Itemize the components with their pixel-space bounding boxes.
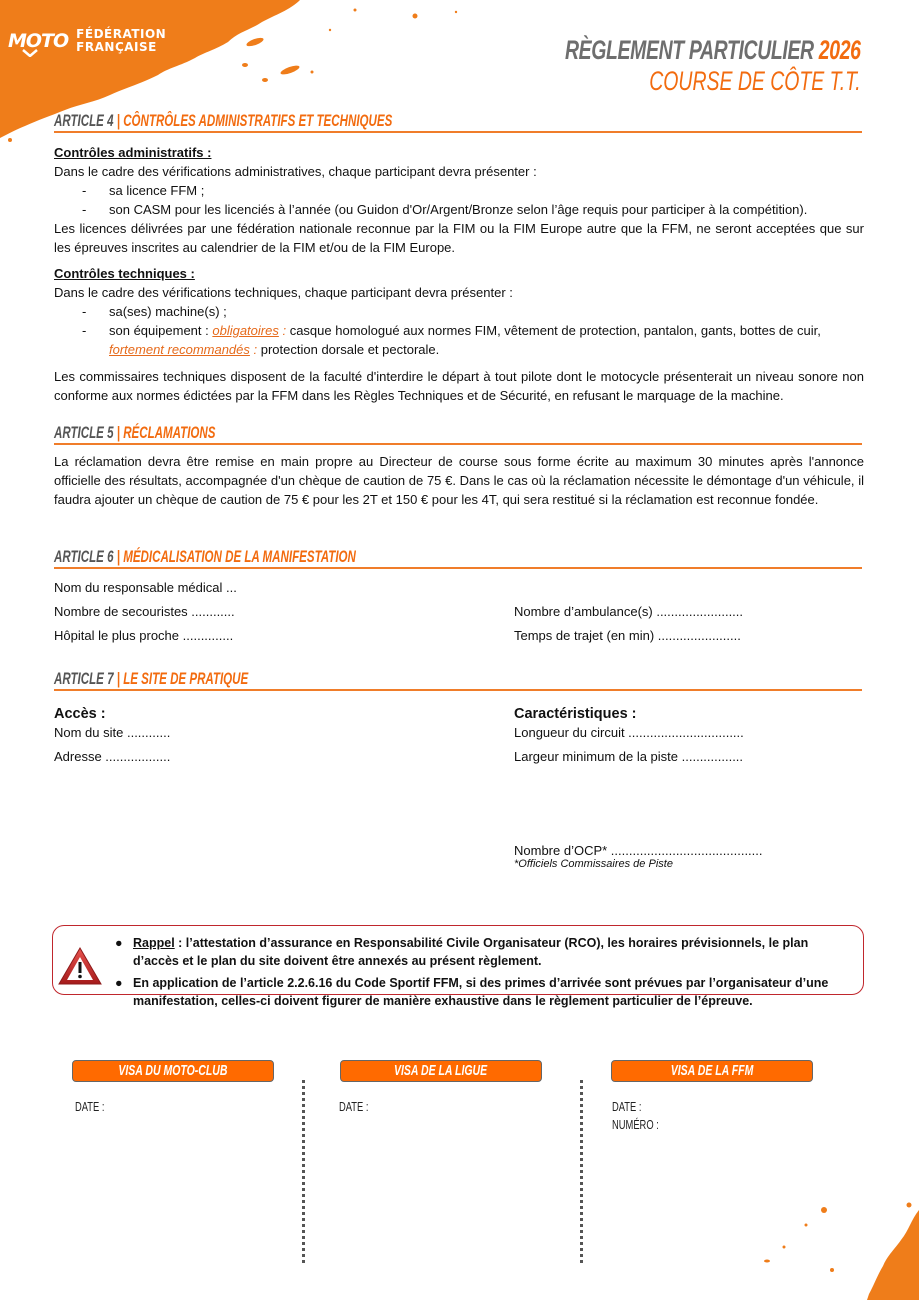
article-5-text: La réclamation devra être remise en main propre au Directeur de course sous forme écrite au maximum 30 minutes après l'annonce officielle des résultats, accompagnée d'un chèque de caution de 75 €. Dans le cas où la réclamation nécessite le démontage d'un véhicule, il faudra ajouter un chèque de caution de 75 € pour les 2T et 150 € pour les 4T, qui sera restitué si la réclamation est reconnue fondée.: [54, 454, 864, 507]
chevron-down-icon: [22, 49, 38, 57]
mandatory-text: casque homologué aux normes FIM, vêtement de protection, pantalon, gants, bottes de cuir,: [289, 323, 821, 338]
access-heading: Accès :: [54, 706, 106, 722]
article-4-admin: [54, 143, 864, 257]
admin-controls-heading: Contrôles administratifs :: [54, 145, 212, 160]
list-item-text: sa licence FFM ;: [109, 183, 205, 198]
recommended-text: protection dorsale et pectorale.: [260, 342, 440, 357]
visa-label-text: VISA DE LA FFM: [670, 1062, 754, 1079]
article-title: | RÉCLAMATIONS: [116, 423, 216, 442]
article-title: | LE SITE DE PRATIQUE: [116, 669, 249, 688]
logo-brand-text: MOTO: [8, 30, 69, 52]
warning-triangle-icon: [57, 946, 103, 986]
admin-note: Les licences délivrées par une fédération nationale reconnue par la FIM ou la FIM Europe autre que la FFM, ne seront acceptées que sur les épreuves inscrites au calendrier de la FIM et/ou de la FIM Europe.: [54, 221, 864, 255]
article-7-heading: [54, 669, 862, 691]
visa-label-text: VISA DU MOTO-CLUB: [118, 1062, 228, 1079]
ocp-note: *Officiels Commissaires de Piste: [514, 858, 673, 870]
warning-box: [52, 925, 864, 1008]
title-year: 2026: [819, 35, 861, 65]
title-line1: RÈGLEMENT PARTICULIER: [565, 35, 815, 65]
article-title: | CÔNTRÔLES ADMINISTRATIFS ET TECHNIQUES: [116, 111, 393, 130]
list-item: - sa(ses) machine(s) ;: [54, 302, 864, 321]
article-5-heading: [54, 423, 862, 445]
prize-rule-text: En application de l’article 2.2.6.16 du Code Sportif FFM, si des primes d’arrivée sont prévues par l’organisateur d’une manifestation, celles-ci doivent figurer de manière exhaustive dans le règlement particulier de l’épreuve.: [133, 976, 829, 1008]
ffm-logo: [8, 28, 166, 54]
visa-ligue-date: DATE :: [339, 1099, 369, 1114]
article-4-heading: [54, 111, 862, 133]
logo-federation-text: [76, 28, 166, 54]
title-line2: COURSE DE CÔTE T.T.: [649, 66, 861, 96]
ocp-count-field: Nombre d’OCP* ..........................................: [514, 843, 763, 858]
visa-moto-club-date: DATE :: [75, 1099, 105, 1114]
colon: :: [278, 323, 290, 338]
visa-ffm-label: [611, 1060, 813, 1082]
orange-splash-decoration-bottom: [759, 1190, 919, 1300]
visa-ffm-number: NUMÉRO :: [612, 1117, 659, 1132]
logo-line1: FÉDÉRATION: [76, 27, 167, 41]
article-number: ARTICLE 6: [54, 547, 114, 566]
article-number: ARTICLE 4: [54, 111, 114, 130]
mandatory-label: obligatoires: [212, 323, 279, 338]
rappel-text: : l’attestation d’assurance en Responsabilité Civile Organisateur (RCO), les horaires prévisionnels, le plan d’accès et le plan du site doivent être annexés au présent règlement.: [133, 936, 809, 968]
document-title: [565, 35, 861, 97]
equipment-prefix: son équipement :: [109, 323, 213, 338]
tech-note: Les commissaires techniques disposent de la faculté d'interdire le départ à tout pilote dont le motocycle présenterait un niveau sonore non conforme aux normes édictées par la FFM dans les Règles Techniques et de Sécurité, en refusant le marquage de la machine.: [54, 369, 864, 403]
characteristics-heading: Caractéristiques :: [514, 706, 637, 722]
article-4-tech: [54, 264, 864, 405]
article-number: ARTICLE 7: [54, 669, 114, 688]
list-item: - son CASM pour les licenciés à l’année (ou Guidon d'Or/Argent/Bronze selon l’âge requis pour participer à la compétition).: [54, 200, 864, 219]
dotted-separator: [302, 1080, 305, 1263]
list-item-text: son équipement : obligatoires : casque homologué aux normes FIM, vêtement de protection, pantalon, gants, bottes de cuir, fortement recommandés : protection dorsale et pectorale.: [109, 323, 821, 357]
logo-line2: FRANÇAISE: [76, 40, 157, 54]
address-field: Adresse ..................: [54, 749, 171, 764]
ambulances-field: Nombre d’ambulance(s) ........................: [514, 604, 744, 619]
warning-list: [113, 934, 851, 1014]
circuit-length-field: Longueur du circuit ................................: [514, 725, 744, 740]
article-6-heading: [54, 547, 862, 569]
list-item-text: son CASM pour les licenciés à l’année (ou Guidon d'Or/Argent/Bronze selon l’âge requis pour participer à la compétition).: [109, 202, 808, 217]
list-item-text: sa(ses) machine(s) ;: [109, 304, 227, 319]
visa-moto-club-label: [72, 1060, 274, 1082]
visa-ligue-label: [340, 1060, 542, 1082]
admin-intro: Dans le cadre des vérifications administratives, chaque participant devra présenter :: [54, 164, 537, 179]
site-name-field: Nom du site ............: [54, 725, 171, 740]
logo-moto-wordmark: [8, 30, 68, 52]
medical-lead-field: Nom du responsable médical ...: [54, 580, 237, 595]
min-width-field: Largeur minimum de la piste .................: [514, 749, 744, 764]
hospital-field: Hôpital le plus proche ..............: [54, 628, 234, 643]
rappel-label: Rappel: [133, 936, 175, 950]
list-item: - sa licence FFM ;: [54, 181, 864, 200]
recommended-label: fortement recommandés: [109, 342, 250, 357]
travel-time-field: Temps de trajet (en min) .......................: [514, 628, 741, 643]
list-item: - son équipement : obligatoires : casque homologué aux normes FIM, vêtement de protection, pantalon, gants, bottes de cuir, fortement recommandés : protection dorsale et pectorale.: [54, 321, 864, 359]
article-title: | MÉDICALISATION DE LA MANIFESTATION: [116, 547, 356, 566]
warning-item: ● En application de l’article 2.2.6.16 du Code Sportif FFM, si des primes d’arrivée sont prévues par l’organisateur d’une manifestation, celles-ci doivent figurer de manière exhaustive dans le règlement particulier de l’épreuve.: [115, 976, 829, 1008]
visa-ffm-date: DATE :: [612, 1099, 642, 1114]
tech-controls-heading: Contrôles techniques :: [54, 266, 195, 281]
article-number: ARTICLE 5: [54, 423, 114, 442]
tech-intro: Dans le cadre des vérifications techniques, chaque participant devra présenter :: [54, 285, 513, 300]
dotted-separator: [580, 1080, 583, 1263]
visa-label-text: VISA DE LA LIGUE: [394, 1062, 488, 1079]
first-aiders-field: Nombre de secouristes ............: [54, 604, 235, 619]
warning-item: ● Rappel : l’attestation d’assurance en Responsabilité Civile Organisateur (RCO), les horaires prévisionnels, le plan d’accès et le plan du site doivent être annexés au présent règlement.: [115, 936, 809, 968]
